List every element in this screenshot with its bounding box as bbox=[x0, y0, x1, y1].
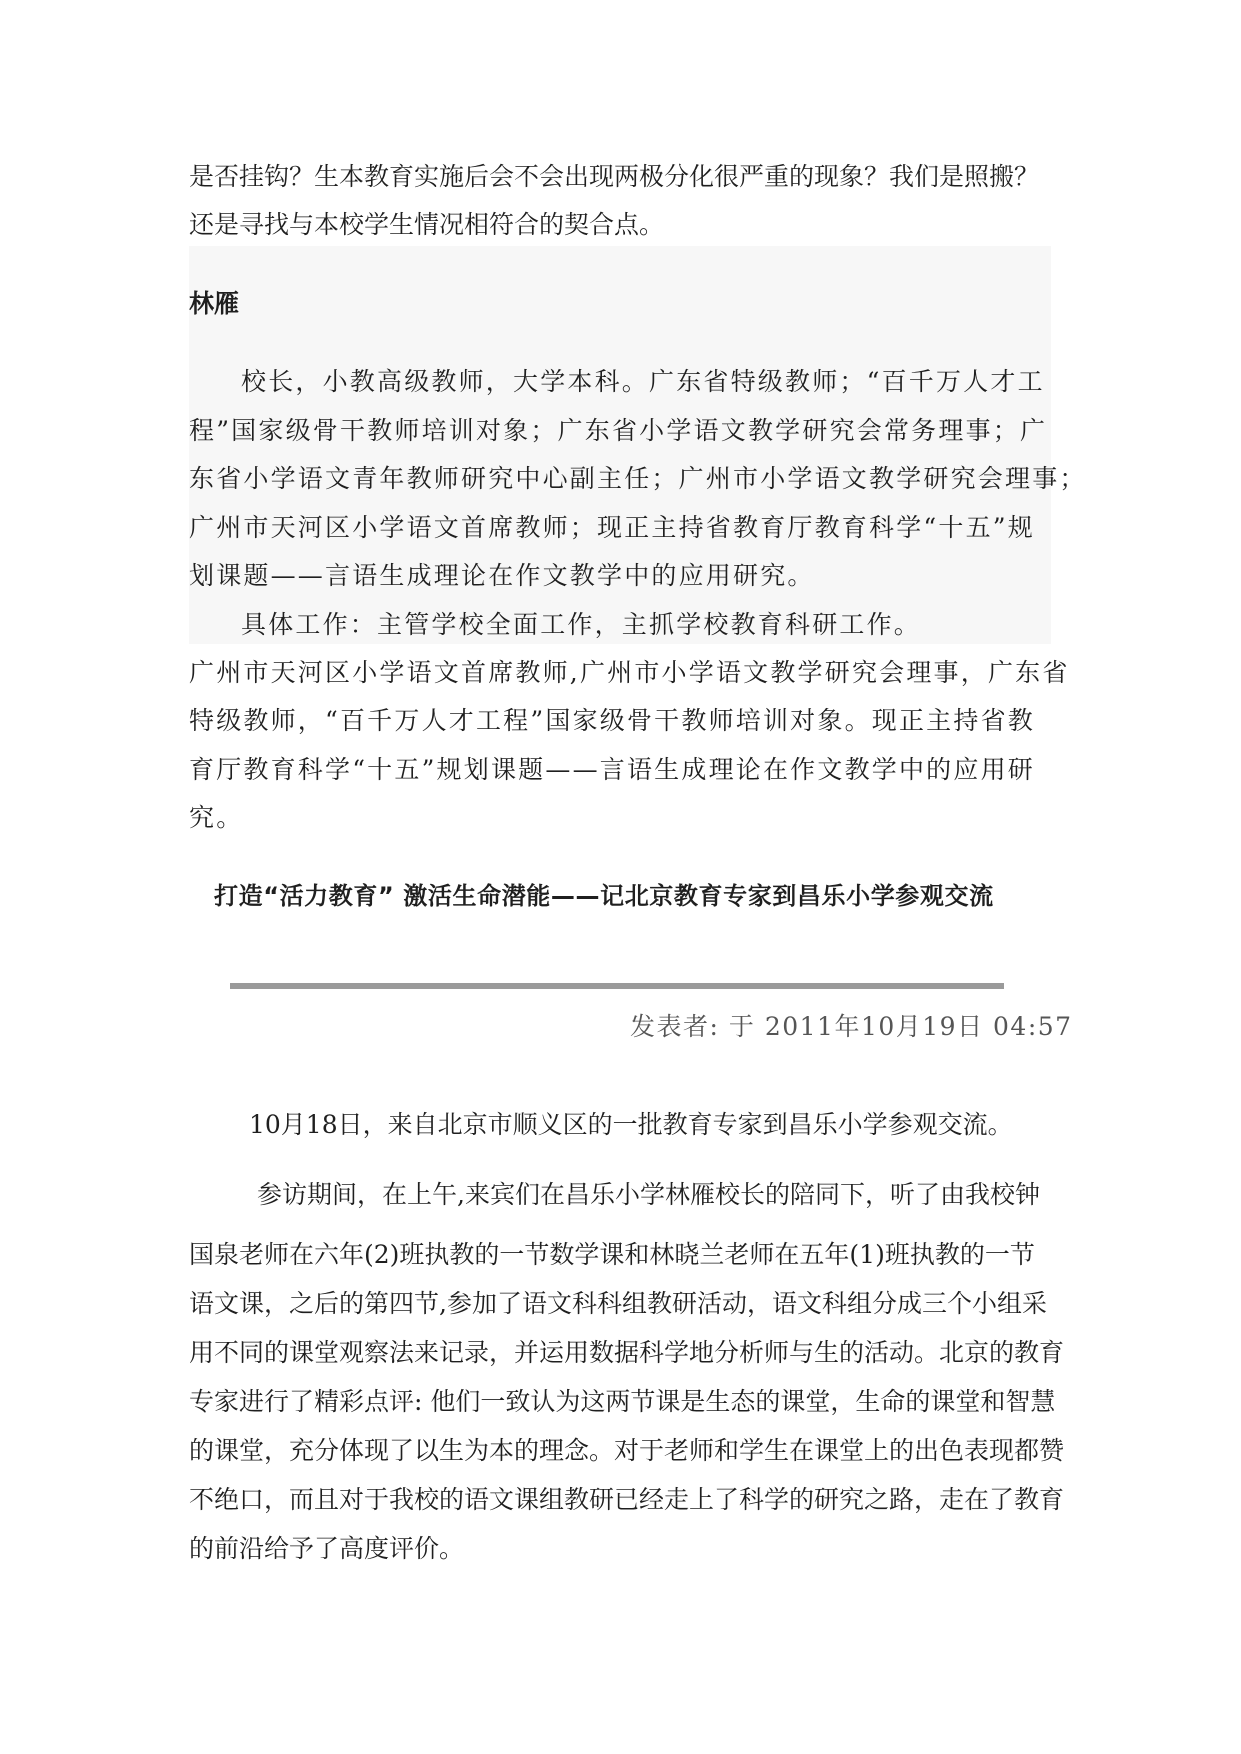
text-line: 划课题——言语生成理论在作文教学中的应用研究。 bbox=[189, 561, 815, 590]
text-line: 国泉老师在六年(2)班执教的一节数学课和林晓兰老师在五年(1)班执教的一节 bbox=[189, 1240, 1035, 1269]
text-line: 还是寻找与本校学生情况相符合的契合点。 bbox=[189, 210, 665, 239]
text-line: 具体工作：主管学校全面工作，主抓学校教育科研工作。 bbox=[241, 610, 922, 639]
text-line: 的课堂，充分体现了以生为本的理念。对于老师和学生在课堂上的出色表现都赞 bbox=[189, 1436, 1065, 1465]
text-line: 10月18日，来自北京市顺义区的一批教育专家到昌乐小学参观交流。 bbox=[249, 1110, 1013, 1139]
article-title: 打造“活力教育” 激活生命潜能——记北京教育专家到昌乐小学参观交流 bbox=[214, 882, 994, 910]
text-line: 语文课，之后的第四节,参加了语文科科组教研活动，语文科组分成三个小组采 bbox=[189, 1289, 1047, 1318]
text-line: 特级教师，“百千万人才工程”国家级骨干教师培训对象。现正主持省教 bbox=[189, 706, 1035, 735]
text-line: 广州市天河区小学语文首席教师；现正主持省教育厅教育科学“十五”规 bbox=[189, 513, 1035, 542]
text-line: 校长，小教高级教师，大学本科。广东省特级教师；“百千万人才工 bbox=[241, 367, 1045, 396]
text-line: 程”国家级骨干教师培训对象；广东省小学语文教学研究会常务理事；广 bbox=[189, 416, 1048, 445]
text-line: 用不同的课堂观察法来记录，并运用数据科学地分析师与生的活动。北京的教育 bbox=[189, 1338, 1065, 1367]
text-line: 参访期间，在上午,来宾们在昌乐小学林雁校长的陪同下，听了由我校钟 bbox=[257, 1180, 1040, 1209]
text-line: 是否挂钩？生本教育实施后会不会出现两极分化很严重的现象？我们是照搬？ bbox=[189, 162, 1040, 191]
article-byline: 发表者: 于 2011年10月19日 04:57 bbox=[630, 1012, 1073, 1041]
text-line: 究。 bbox=[189, 803, 244, 832]
text-line: 育厅教育科学“十五”规划课题——言语生成理论在作文教学中的应用研 bbox=[189, 755, 1035, 784]
bio-name-heading: 林雁 bbox=[189, 289, 240, 318]
title-divider bbox=[230, 983, 1004, 989]
text-line: 专家进行了精彩点评: 他们一致认为这两节课是生态的课堂，生命的课堂和智慧 bbox=[189, 1387, 1056, 1416]
text-line: 的前沿给予了高度评价。 bbox=[189, 1534, 465, 1563]
text-line: 东省小学语文青年教师研究中心副主任；广州市小学语文教学研究会理事； bbox=[189, 464, 1087, 493]
text-line: 不绝口，而且对于我校的语文课组教研已经走上了科学的研究之路，走在了教育 bbox=[189, 1485, 1065, 1514]
text-line: 广州市天河区小学语文首席教师,广州市小学语文教学研究会理事，广东省 bbox=[189, 658, 1070, 687]
